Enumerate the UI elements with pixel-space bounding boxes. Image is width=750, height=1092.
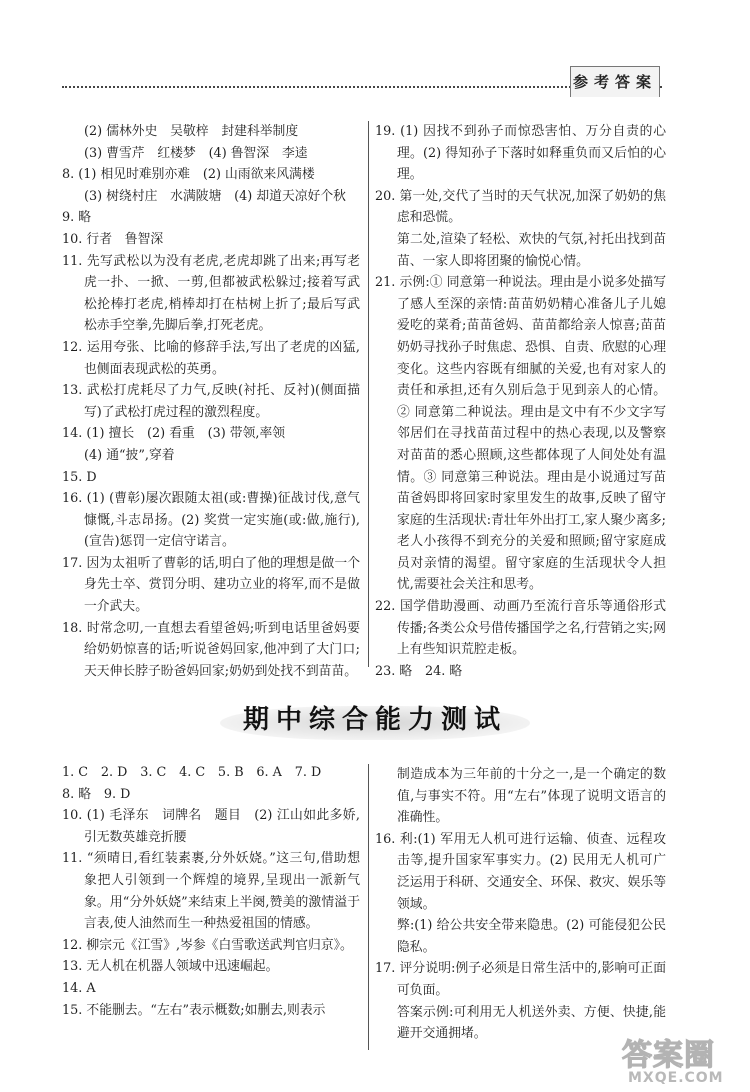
answer-item: 15. 不能删去。“左右”表示概数;如删去,则表示 <box>62 1002 326 1018</box>
column-divider-bottom <box>368 764 369 1050</box>
answer-item: 制造成本为三年前的十分之一,是一个确定的数值,与事实不符。用“左右”体现了说明文语言的准确性。 <box>397 767 666 826</box>
answer-item: 11. 先写武松以为没有老虎,老虎却跳了出来;再写老虎一扑、一掀、一剪,但都被武松躲过;接着写武松抡棒打老虎,梢棒却打在枯树上折了;最后写武松赤手空拳,先脚后拳,打死老虎。 <box>62 253 360 334</box>
answer-item: (2) 儒林外史 吴敬梓 封建科举制度 <box>84 124 299 139</box>
answer-item: 19. (1) 因找不到孙子而惊恐害怕、万分自责的心理。(2) 得知孙子下落时如释重负而又后怕的心理。 <box>375 124 666 183</box>
answer-item: (3) 树绕村庄 水满陂塘 (4) 却道天凉好个秋 <box>84 188 346 204</box>
answer-item: 8. (1) 相见时难别亦难 (2) 山雨欲来风满楼 <box>62 167 315 183</box>
answer-item: 9. 略 <box>62 210 92 226</box>
answer-item: 弊:(1) 给公共安全带来隐患。(2) 可能侵犯公民隐私。 <box>397 918 666 955</box>
answer-item: (3) 曹雪芹 红楼梦 (4) 鲁智深 李逵 <box>84 145 308 161</box>
answer-item: 13. 无人机在机器人领域中迅速崛起。 <box>62 959 279 975</box>
column-divider-top <box>368 121 369 667</box>
watermark-sub-text: MXQE.COM <box>628 1070 724 1086</box>
answer-item: 12. 柳宗元《江雪》,岑参《白雪歌送武判官归京》。 <box>62 937 353 953</box>
answer-item: 1. C 2. D 3. C 4. C 5. B 6. A 7. D <box>62 765 322 780</box>
answer-item: 18. 时常念叨,一直想去看望爸妈;听到电话里爸妈要给奶奶惊喜的话;听说爸妈回家,他冲到了大门口;天天伸长脖子盼爸妈回家;奶奶到处找不到苗苗。 <box>62 620 360 679</box>
answer-item: 16. (1) (曹彰)屡次跟随太祖(或:曹操)征战讨伐,意气慷慨,斗志昂扬。(2) 奖赏一定实施(或:做,施行),(宣告)惩罚一定信守诺言。 <box>62 491 360 550</box>
answer-item: 11. “须晴日,看红装素裹,分外妖娆。”这三句,借助想象把人引领到一个辉煌的境界,呈现出一派新气象。用“分外妖娆”来结束上半阕,赞美的激情溢于言表,使人油然而生一种热爱祖国的情感。 <box>62 851 360 932</box>
answer-item: 14. (1) 擅长 (2) 看重 (3) 带领,率领 <box>62 426 286 442</box>
answer-item: 8. 略 9. D <box>62 786 131 802</box>
answer-item: 21. 示例:① 同意第一种说法。理由是小说多处描写了感人至深的亲情:苗苗奶奶精心准备儿子儿媳爱吃的菜肴;苗苗爸妈、苗苗都给亲人惊喜;苗苗奶奶寻找孙子时焦虑、恐惧、自责、欣慰的心理变化。这些内容既有细腻的关爱,也有对家人的责任和承担,还有久别后急于见到亲人的心情。② 同意第二种说法。理由是文中有不少文字写邻居们在寻找苗苗过程中的热心表现,以及警察对苗苗的悉心照顾,这些都体现了人间处处有温情。③ 同意第三种说法。理由是小说通过写苗苗爸妈即将回家时家里发生的故事,反映了留守家庭的生活现状:青壮年外出打工,家人聚少离多;老人小孩得不到充分的关爱和照顾;留守家庭成员对亲情的渴望。留守家庭的生活现状令人担忧,需要社会关注和思考。 <box>375 275 666 593</box>
answer-item: 17. 因为太祖听了曹彰的话,明白了他的理想是做一个身先士卒、赏罚分明、建功立业的将军,而不是做一介武夫。 <box>62 555 360 615</box>
answers-bottom-left-column <box>62 762 360 1021</box>
section-banner <box>210 692 540 750</box>
header-title: 参考答案 <box>570 66 660 97</box>
answer-item: 10. (1) 毛泽东 词牌名 题目 (2) 江山如此多娇,引无数英雄竞折腰 <box>62 808 360 845</box>
answer-item: 23. 略 24. 略 <box>375 663 463 679</box>
watermark-logo <box>622 1030 740 1090</box>
answer-item: (4) 通“披”,穿着 <box>84 447 175 463</box>
answer-item: 第二处,渲染了轻松、欢快的气氛,衬托出找到苗苗、一家人即将团聚的愉悦心情。 <box>397 231 666 269</box>
watermark-main-text: 答案圈 <box>622 1038 715 1073</box>
answer-item: 答案示例:可利用无人机送外卖、方便、快捷,能避开交通拥堵。 <box>397 1004 666 1042</box>
answers-bottom-right-column <box>375 764 666 1045</box>
answers-top-right-column <box>375 121 666 682</box>
answer-item: 20. 第一处,交代了当时的天气状况,加深了奶奶的焦虑和恐慌。 <box>375 188 666 226</box>
answer-item: 13. 武松打虎耗尽了力气,反映(衬托、反衬)(侧面描写)了武松打虎过程的激烈程度。 <box>62 383 360 420</box>
answer-item: 16. 利:(1) 军用无人机可进行运输、侦查、远程攻击等,提升国家军事实力。(2) 民用无人机可广泛运用于科研、交通安全、环保、救灾、娱乐等领域。 <box>375 831 666 912</box>
answer-item: 22. 国学借助漫画、动画乃至流行音乐等通俗形式传播;各类公众号借传播国学之名,行营销之实;网上有些知识荒腔走板。 <box>375 599 666 658</box>
answer-item: 15. D <box>62 469 97 485</box>
answer-item: 17. 评分说明:例子必须是日常生活中的,影响可正面可负面。 <box>375 961 666 998</box>
answer-item: 12. 运用夸张、比喻的修辞手法,写出了老虎的凶猛,也侧面表现武松的英勇。 <box>62 339 360 377</box>
answer-item: 10. 行者 鲁智深 <box>62 231 164 247</box>
answer-item: 14. A <box>62 980 96 996</box>
answers-top-left-column <box>62 121 360 682</box>
section-title: 期中综合能力测试 <box>242 705 507 735</box>
